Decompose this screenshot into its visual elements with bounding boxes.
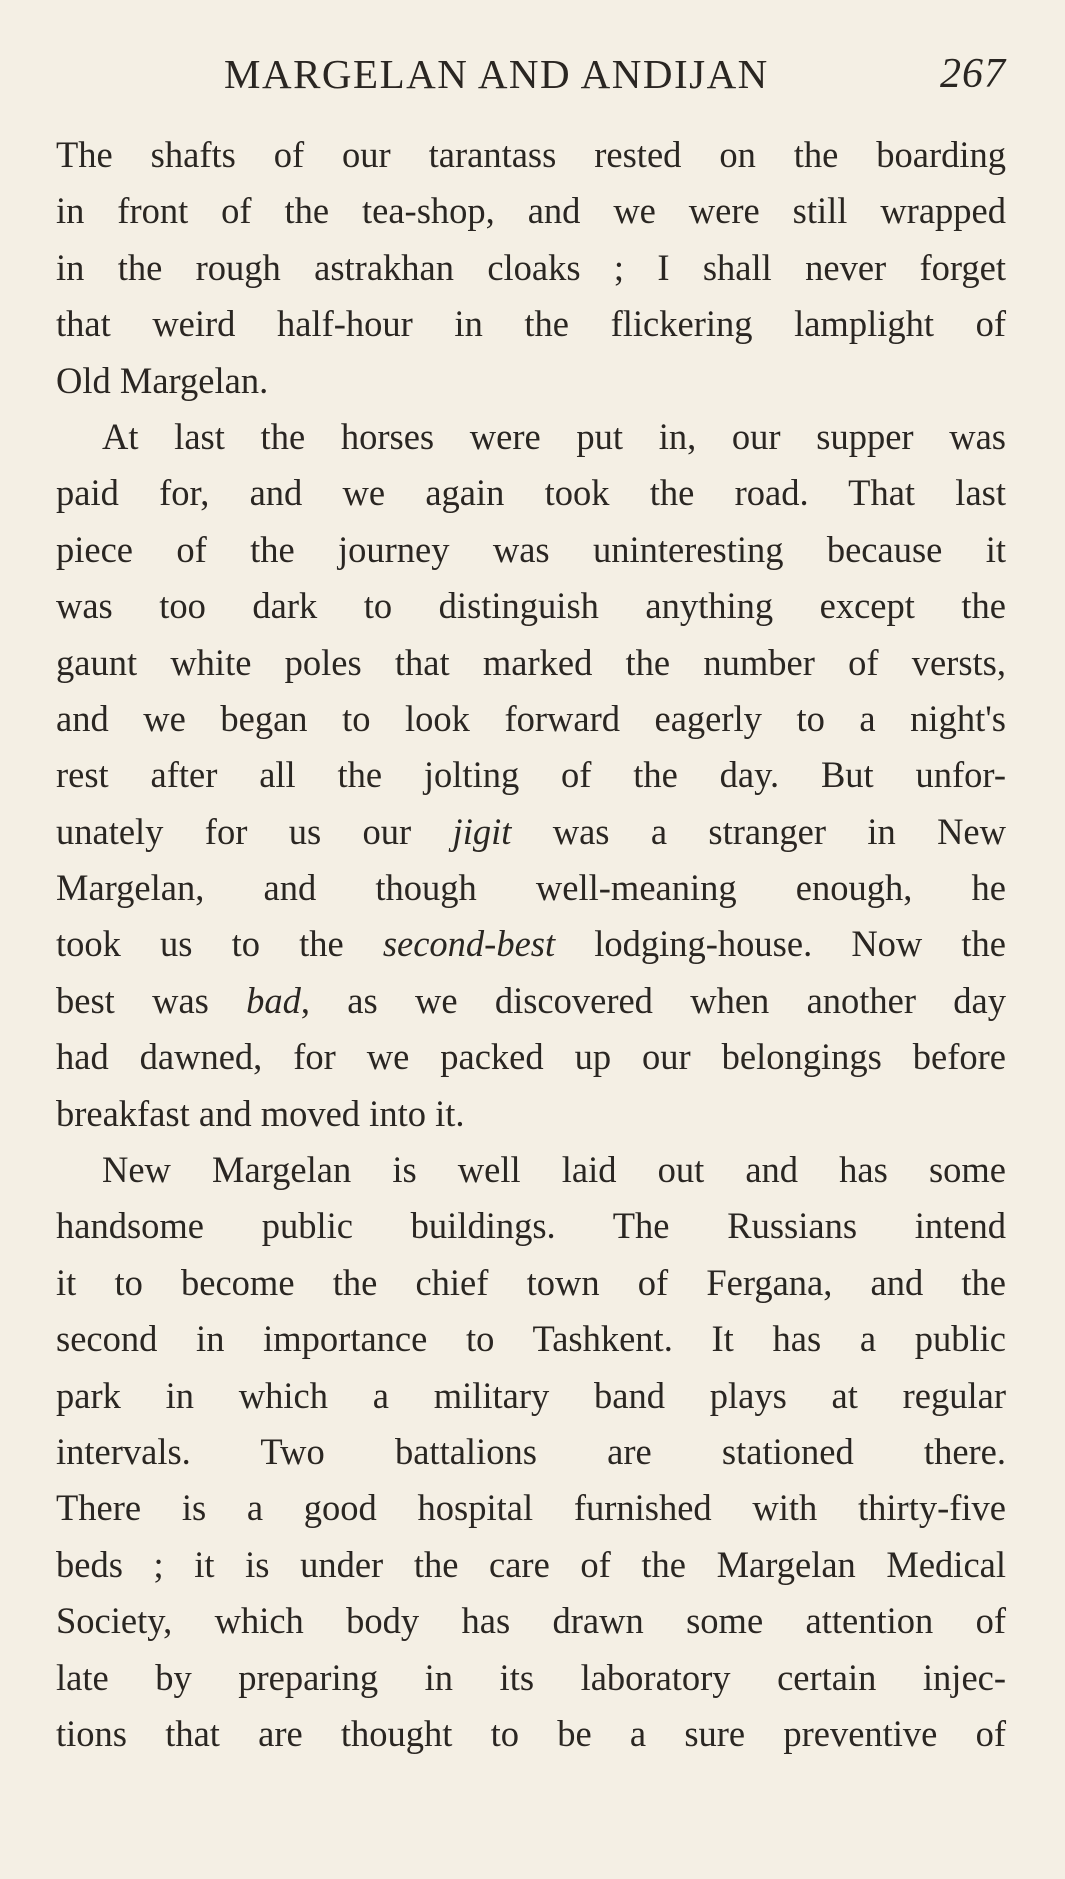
text-line: tions that are thought to be a sure preventive of xyxy=(56,1712,1006,1754)
body-text xyxy=(56,127,1006,1762)
text-line: gaunt white poles that marked the number of versts, xyxy=(56,641,1006,683)
text-run: was a stranger in New xyxy=(511,810,1006,852)
text-line: it to become the chief town of Fergana, and the xyxy=(56,1261,1006,1303)
text-line: second in importance to Tashkent. It has a public xyxy=(56,1318,1006,1360)
running-head xyxy=(56,48,1006,100)
text-run: unately for us our xyxy=(56,810,453,852)
text-line: At last the horses were put in, our supper was xyxy=(102,415,1006,457)
page-number: 267 xyxy=(940,51,1006,97)
text-line: had dawned, for we packed up our belongings before xyxy=(56,1036,1006,1078)
text-line: The shafts of our tarantass rested on the boarding xyxy=(56,134,1006,175)
italic-word: second-best xyxy=(382,923,556,965)
text-line: park in which a military band plays at regular xyxy=(56,1374,1006,1416)
italic-word: bad xyxy=(246,979,301,1021)
text-line xyxy=(56,973,1006,1029)
text-line: paid for, and we again took the road. That last xyxy=(56,472,1006,514)
text-line: Society, which body has drawn some attention of xyxy=(56,1600,1006,1642)
text-line: in the rough astrakhan cloaks ; I shall never forget xyxy=(56,246,1006,288)
text-line: handsome public buildings. The Russians intend xyxy=(56,1205,1006,1247)
text-run: took us to the xyxy=(56,923,383,965)
text-line: Old Margelan. xyxy=(56,359,269,401)
text-line: piece of the journey was uninteresting because it xyxy=(56,528,1006,570)
text-run: , as we discovered when another day xyxy=(300,979,1006,1021)
text-line: late by preparing in its laboratory certain injec- xyxy=(56,1656,1006,1698)
text-line: rest after all the jolting of the day. But unfor- xyxy=(56,754,1006,796)
text-line: New Margelan is well laid out and has some xyxy=(102,1149,1006,1191)
text-line: There is a good hospital furnished with thirty-five xyxy=(56,1487,1006,1529)
text-line: breakfast and moved into it. xyxy=(56,1092,465,1134)
text-line: Margelan, and though well-meaning enough, he xyxy=(56,867,1006,909)
italic-word: jigit xyxy=(452,810,512,852)
text-line: beds ; it is under the care of the Margelan Medical xyxy=(56,1543,1006,1585)
running-title: MARGELAN AND ANDIJAN xyxy=(224,51,769,97)
text-line: was too dark to distinguish anything except the xyxy=(56,585,1006,627)
text-line: and we began to look forward eagerly to a night's xyxy=(56,697,1006,739)
text-line: that weird half-hour in the flickering lamplight of xyxy=(56,303,1006,345)
text-line: in front of the tea-shop, and we were still wrapped xyxy=(56,190,1006,232)
text-line xyxy=(56,916,1006,972)
text-line: intervals. Two battalions are stationed there. xyxy=(56,1430,1006,1472)
text-run: lodging-house. Now the xyxy=(555,923,1007,965)
text-run: best was xyxy=(56,979,247,1021)
text-line xyxy=(56,804,1006,860)
